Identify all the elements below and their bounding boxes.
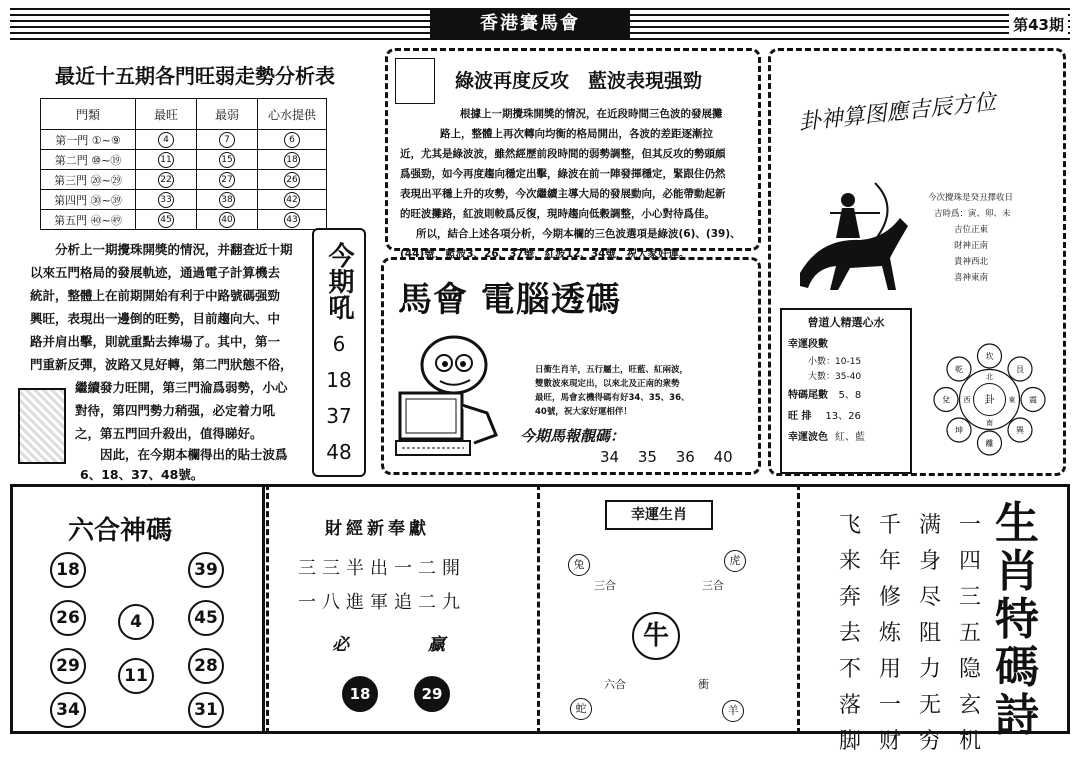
range-end: ⑲ (110, 153, 122, 167)
text-line: 所以，結合上述各項分析，今期本欄的三色波選項是綠波(6)、(39)、 (416, 228, 741, 240)
bagua-ring: 坤 (955, 426, 963, 435)
relation-label: 衝 (698, 678, 709, 691)
range-end: ㊴ (110, 193, 122, 207)
bagua-ring: 坎 (985, 352, 994, 361)
lucky-code: 26 (50, 600, 86, 636)
cold-cell: 38 (219, 192, 235, 208)
text-line: 的旺波攤路，紅波則較爲反復，現時趨向低穀調整，小心對待爲佳。 (400, 208, 715, 220)
bagua-center: 卦 (984, 395, 995, 406)
issue-number: 第43期 (1009, 14, 1068, 35)
bagua-inner: 南 (986, 419, 993, 427)
bagua-ring: 離 (985, 439, 994, 448)
tip-cell: 42 (284, 192, 300, 208)
text-line: 最旺，馬會玄機得碼有好34、35、36、 (535, 393, 690, 403)
text-line: 根據上一期攪珠開獎的情況，在近段時間三色波的發展攤 (460, 108, 723, 120)
text-line: 表現出平穩上升的攻勢，今次繼續主導大局的發展動向，必能帶動起新 (400, 188, 726, 200)
tail-value: 5、8 (838, 390, 862, 401)
pick-label: 今期馬報靚碼： (520, 427, 626, 445)
cold-cell: 15 (219, 152, 235, 168)
zodiac-title: 幸運生肖 (605, 500, 713, 530)
text-line: 貴神西北 (954, 257, 989, 267)
bagua-ring: 兌 (942, 395, 950, 405)
text-line: 財神正南 (954, 241, 989, 251)
horse-archer-illustration (790, 178, 915, 298)
lucky-code: 11 (118, 658, 154, 694)
text-line: 雙數波來現定出，以來北及正南的衆勢 (535, 379, 680, 389)
bagua-ring: 艮 (1016, 365, 1024, 374)
finance-title: 財經新奉獻 (325, 519, 430, 539)
range-start: ㉚ (90, 193, 102, 207)
wave-label: 幸運波色 (788, 432, 828, 443)
lucky-code: 29 (50, 648, 86, 684)
tip-cell: 18 (284, 152, 300, 168)
zodiac-snake: 蛇 (570, 698, 592, 720)
zodiac-ox: 牛 (632, 612, 680, 660)
title-part: 電腦透碼 (480, 280, 621, 320)
pick-number: 35 (637, 448, 657, 466)
hot-cell: 45 (158, 212, 174, 228)
lucky-tips-title: 曾道人精選心水 (807, 316, 885, 329)
lucky-code: 39 (188, 552, 224, 588)
text-line: 路并肩出擊，則就重點去捧場了。其中，第一 (30, 334, 281, 349)
lucky-code: 34 (50, 692, 86, 728)
bagua-ring: 震 (1029, 395, 1037, 405)
range-start: ㊵ (90, 213, 102, 227)
bagua-inner: 西 (963, 396, 971, 404)
relation-label: 六合 (604, 678, 626, 691)
zodiac-rabbit: 兔 (568, 554, 590, 576)
roar-number: 48 (326, 440, 352, 464)
finance-line: 一八進軍追二九 (298, 592, 466, 613)
text-line: 門重新反彈，波路又見好轉，第二門狀態不俗， (30, 357, 293, 372)
range-end: ㉙ (110, 173, 122, 187)
table-row: 第一門 ①~⑨ 4 7 6 (41, 130, 327, 150)
text-line: 吉位正東 (954, 225, 989, 235)
table-row: 第二門 ⑩~⑲ 11 15 18 (41, 150, 327, 170)
hot-cell: 11 (158, 152, 174, 168)
roar-number: 18 (326, 368, 352, 392)
finance-pick: 18 (342, 676, 378, 712)
range-start: ⑩ (91, 153, 102, 167)
bagua-ring: 巽 (1016, 426, 1024, 435)
col-header: 最旺 (136, 99, 197, 130)
text-line: 6、18、37、48號。 (80, 467, 204, 482)
lucky-tips-box (780, 308, 912, 474)
text-line: 因此，在今期本欄得出的貼士波爲 (100, 447, 288, 462)
finance-line: 三三半出一二開 (298, 558, 466, 579)
wave-value: 紅、藍 (834, 432, 865, 443)
title-part: 馬會 (398, 280, 468, 320)
lucky-code: 28 (188, 648, 224, 684)
poem-column: 一四三五隐玄机 (958, 513, 981, 754)
text-line: 統計，整體上在前期開始有利于中路號碼强勁 (30, 288, 281, 303)
table-row: 第五門 ㊵~㊾ 45 40 43 (41, 210, 327, 230)
header-title: 香港賽馬會 (430, 10, 630, 38)
segment-label: 幸運段數 (788, 339, 828, 350)
text-line: 吉時爲：寅、卯、未 (934, 209, 1011, 219)
tail-label: 特碼尾數 (788, 390, 828, 401)
roar-number: 37 (326, 404, 352, 428)
tip-cell: 26 (284, 172, 300, 188)
range-start: ① (91, 133, 102, 147)
text-line: 分析上一期攪珠開獎的情況，并翻查近十期 (55, 242, 293, 257)
fortune-title: 卦神算图應吉辰方位 (797, 89, 998, 136)
finance-pick: 29 (414, 676, 450, 712)
win-char: 必 (332, 635, 349, 655)
date-head: 今次攪珠是癸丑擇收日 (928, 193, 1014, 203)
text-line: 喜神東南 (954, 273, 989, 283)
lucky-value: 13、26 (825, 411, 861, 422)
document-icon (395, 58, 435, 104)
poem-column: 千年修炼用一财 (878, 513, 901, 754)
lucky-code: 18 (50, 552, 86, 588)
cold-cell: 27 (219, 172, 235, 188)
text-line: 以來五門格局的發展軌迹，通過電子計算機去 (30, 265, 281, 280)
computer-title (398, 272, 621, 321)
tip-cell: 43 (284, 212, 300, 228)
cold-cell: 7 (219, 132, 235, 148)
lucky-codes-title: 六合神碼 (68, 516, 173, 546)
computer-note (535, 363, 750, 419)
date-info (928, 190, 1058, 286)
gate-analysis-table (40, 98, 327, 230)
lucky-code: 31 (188, 692, 224, 728)
gate-cell: 第二門 (54, 153, 88, 167)
roar-number: 6 (332, 332, 346, 356)
big-range: 大數：35-40 (808, 372, 862, 382)
range-start: ⑳ (90, 173, 102, 187)
text-line: 日衝生肖羊，五行屬土，旺藍、紅兩波， (535, 365, 689, 375)
zodiac-goat: 羊 (722, 700, 744, 722)
col-header: 最弱 (197, 99, 258, 130)
bagua-diagram (932, 342, 1047, 457)
col-header: 心水提供 (258, 99, 327, 130)
tip-cell: 6 (284, 132, 300, 148)
lucky-code: 4 (118, 604, 154, 640)
gate-cell: 第一門 (55, 133, 89, 147)
bagua-inner: 北 (986, 373, 993, 381)
figure-illustration (18, 388, 66, 464)
pick-number: 40 (713, 448, 733, 466)
text-line: 路上，整體上再次轉向均衡的格局開出，各波的差距逐漸拉 (440, 128, 713, 140)
win-char: 贏 (428, 635, 445, 655)
col-header: 門類 (41, 99, 136, 130)
roar-panel (312, 228, 366, 477)
poem-column: 满身尽阻力无穷 (918, 513, 941, 754)
small-range: 小數：10-15 (808, 357, 862, 367)
pick-number: 34 (600, 448, 620, 466)
roar-label: 今期吼 (324, 242, 354, 320)
text-line: (44)號，藍波3、26、37號，紅波12、34號，祝大家好運。 (400, 248, 690, 260)
gate-cell: 第五門 (54, 213, 88, 227)
bagua-inner: 東 (1008, 396, 1016, 404)
text-line: 繼續發力旺開，第三門淪爲弱勢，小心 (75, 380, 288, 395)
hot-cell: 4 (158, 132, 174, 148)
gate-cell: 第四門 (54, 193, 88, 207)
range-end: ⑨ (110, 133, 121, 147)
analysis-text (30, 238, 305, 485)
relation-label: 三合 (702, 579, 724, 592)
bagua-ring: 乾 (955, 365, 963, 374)
lucky-label: 旺 排 (788, 411, 812, 422)
table-row: 第三門 ⑳~㉙ 22 27 26 (41, 170, 327, 190)
zodiac-tiger: 虎 (724, 550, 746, 572)
poem-title: 生肖特碼詩 (995, 498, 1039, 741)
gate-cell: 第三門 (54, 173, 88, 187)
table-row: 第四門 ㉚~㊴ 33 38 42 (41, 190, 327, 210)
text-line: 近，尤其是綠波波，雖然經歷前段時間的弱勢調整，但其反攻的勢頭頗 (400, 148, 726, 160)
cold-cell: 40 (219, 212, 235, 228)
range-end: ㊾ (110, 213, 122, 227)
text-line: 40號，祝大家好運相伴！ (535, 407, 632, 417)
analysis-title: 最近十五期各門旺弱走勢分析表 (55, 64, 335, 88)
pick-number: 36 (675, 448, 695, 466)
pick-numbers (600, 448, 733, 466)
text-line: 興旺，表現出一邊倒的旺勢，目前趨向大、中 (30, 311, 281, 326)
text-line: 對待，第四門勢力稍强，必定着力吼 (75, 403, 276, 418)
hot-cell: 33 (158, 192, 174, 208)
wave-text (400, 104, 755, 264)
text-line: 之，第五門回升殺出，值得睇好。 (75, 426, 263, 441)
wave-title: 綠波再度反攻 藍波表現强勁 (455, 70, 703, 92)
poem-column: 飞来奔去不落脚 (838, 513, 861, 754)
hot-cell: 22 (158, 172, 174, 188)
lucky-code: 45 (188, 600, 224, 636)
relation-label: 三合 (594, 579, 616, 592)
cartoon-computer-illustration (392, 325, 532, 465)
text-line: 爲强勁，如今再度趨向穩定出擊，綠波在前一陣發揮穩定，緊跟住仍然 (400, 168, 726, 180)
